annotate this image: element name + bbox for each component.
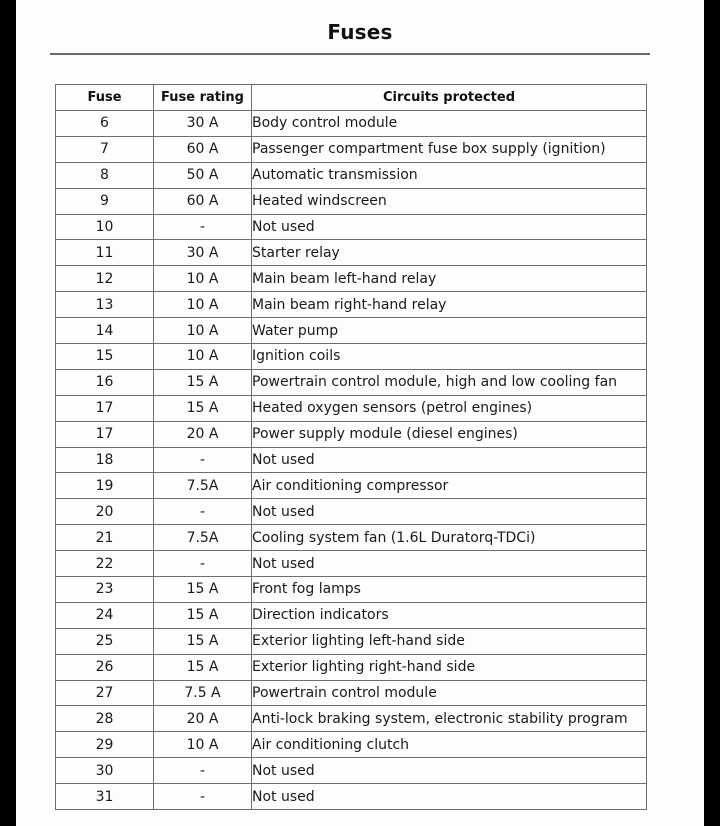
fuse-rating-cell: 10 A	[154, 344, 252, 370]
table-row	[56, 447, 647, 473]
table-row	[56, 240, 647, 266]
fuse-number-cell: 15	[56, 344, 154, 370]
table-row	[56, 628, 647, 654]
fuse-rating-cell: 7.5A	[154, 473, 252, 499]
page-title: Fuses	[327, 20, 393, 44]
table-row	[56, 395, 647, 421]
fuse-number-cell: 19	[56, 473, 154, 499]
table-row	[56, 136, 647, 162]
fuse-rating-cell: 20 A	[154, 421, 252, 447]
fuse-rating-cell: 15 A	[154, 395, 252, 421]
fuse-rating-cell: 15 A	[154, 577, 252, 603]
table-row	[56, 266, 647, 292]
fuse-rating-cell: 15 A	[154, 628, 252, 654]
fuse-number-cell: 10	[56, 214, 154, 240]
header-fuse: Fuse	[56, 85, 154, 111]
circuit-description-cell: Exterior lighting right-hand side	[252, 654, 647, 680]
circuit-description-cell: Air conditioning compressor	[252, 473, 647, 499]
circuit-description-cell: Air conditioning clutch	[252, 732, 647, 758]
circuit-description-cell: Front fog lamps	[252, 577, 647, 603]
table-row	[56, 654, 647, 680]
circuit-description-cell: Passenger compartment fuse box supply (ignition)	[252, 136, 647, 162]
table-header-row	[56, 85, 647, 111]
fuse-rating-cell: -	[154, 758, 252, 784]
table-row	[56, 551, 647, 577]
circuit-description-cell: Heated windscreen	[252, 188, 647, 214]
table-row	[56, 162, 647, 188]
circuit-description-cell: Heated oxygen sensors (petrol engines)	[252, 395, 647, 421]
circuit-description-cell: Not used	[252, 784, 647, 810]
table-row	[56, 732, 647, 758]
fuse-rating-cell: 15 A	[154, 369, 252, 395]
fuse-rating-cell: 60 A	[154, 188, 252, 214]
circuit-description-cell: Ignition coils	[252, 344, 647, 370]
table-row	[56, 318, 647, 344]
fuse-number-cell: 16	[56, 369, 154, 395]
fuse-number-cell: 7	[56, 136, 154, 162]
circuit-description-cell: Water pump	[252, 318, 647, 344]
table-row	[56, 214, 647, 240]
fuse-number-cell: 22	[56, 551, 154, 577]
fuse-number-cell: 31	[56, 784, 154, 810]
fuse-number-cell: 17	[56, 395, 154, 421]
table-row	[56, 706, 647, 732]
table-row	[56, 525, 647, 551]
fuse-number-cell: 14	[56, 318, 154, 344]
fuse-number-cell: 27	[56, 680, 154, 706]
fuse-rating-cell: 20 A	[154, 706, 252, 732]
fuse-rating-cell: 60 A	[154, 136, 252, 162]
fuse-rating-cell: 10 A	[154, 732, 252, 758]
fuse-number-cell: 23	[56, 577, 154, 603]
table-row	[56, 369, 647, 395]
fuse-rating-cell: 7.5A	[154, 525, 252, 551]
fuse-number-cell: 30	[56, 758, 154, 784]
table-body	[56, 111, 647, 810]
circuit-description-cell: Main beam right-hand relay	[252, 292, 647, 318]
fuse-rating-cell: 10 A	[154, 318, 252, 344]
fuse-rating-cell: 30 A	[154, 111, 252, 137]
fuse-number-cell: 20	[56, 499, 154, 525]
fuse-number-cell: 18	[56, 447, 154, 473]
header-fuse-rating: Fuse rating	[154, 85, 252, 111]
fuse-rating-cell: -	[154, 551, 252, 577]
fuse-number-cell: 9	[56, 188, 154, 214]
fuse-rating-cell: 30 A	[154, 240, 252, 266]
table-row	[56, 473, 647, 499]
fuse-number-cell: 11	[56, 240, 154, 266]
circuit-description-cell: Direction indicators	[252, 602, 647, 628]
document-page	[16, 0, 704, 826]
fuse-number-cell: 21	[56, 525, 154, 551]
fuse-number-cell: 6	[56, 111, 154, 137]
circuit-description-cell: Not used	[252, 551, 647, 577]
circuit-description-cell: Not used	[252, 758, 647, 784]
fuse-number-cell: 24	[56, 602, 154, 628]
circuit-description-cell: Powertrain control module, high and low cooling fan	[252, 369, 647, 395]
fuse-rating-cell: -	[154, 784, 252, 810]
fuse-number-cell: 28	[56, 706, 154, 732]
fuse-number-cell: 12	[56, 266, 154, 292]
circuit-description-cell: Power supply module (diesel engines)	[252, 421, 647, 447]
fuse-number-cell: 29	[56, 732, 154, 758]
table-row	[56, 188, 647, 214]
circuit-description-cell: Body control module	[252, 111, 647, 137]
fuse-rating-cell: -	[154, 214, 252, 240]
circuit-description-cell: Not used	[252, 214, 647, 240]
table-row	[56, 602, 647, 628]
table-row	[56, 577, 647, 603]
table-row	[56, 784, 647, 810]
circuit-description-cell: Not used	[252, 499, 647, 525]
table-row	[56, 344, 647, 370]
fuse-number-cell: 17	[56, 421, 154, 447]
table-row	[56, 758, 647, 784]
fuse-rating-cell: 7.5 A	[154, 680, 252, 706]
table-row	[56, 292, 647, 318]
fuse-rating-cell: -	[154, 447, 252, 473]
fuse-number-cell: 8	[56, 162, 154, 188]
fuse-rating-cell: 10 A	[154, 292, 252, 318]
title-divider	[50, 53, 650, 55]
circuit-description-cell: Powertrain control module	[252, 680, 647, 706]
fuse-rating-cell: 15 A	[154, 602, 252, 628]
fuse-table	[55, 84, 647, 810]
circuit-description-cell: Not used	[252, 447, 647, 473]
circuit-description-cell: Automatic transmission	[252, 162, 647, 188]
fuse-number-cell: 25	[56, 628, 154, 654]
fuse-rating-cell: -	[154, 499, 252, 525]
table-row	[56, 421, 647, 447]
table-row	[56, 111, 647, 137]
circuit-description-cell: Starter relay	[252, 240, 647, 266]
circuit-description-cell: Anti-lock braking system, electronic stability program	[252, 706, 647, 732]
fuse-rating-cell: 10 A	[154, 266, 252, 292]
fuse-rating-cell: 50 A	[154, 162, 252, 188]
circuit-description-cell: Cooling system fan (1.6L Duratorq-TDCi)	[252, 525, 647, 551]
fuse-rating-cell: 15 A	[154, 654, 252, 680]
fuse-number-cell: 13	[56, 292, 154, 318]
fuse-number-cell: 26	[56, 654, 154, 680]
header-circuits-protected: Circuits protected	[252, 85, 647, 111]
circuit-description-cell: Main beam left-hand relay	[252, 266, 647, 292]
table-row	[56, 680, 647, 706]
table-row	[56, 499, 647, 525]
circuit-description-cell: Exterior lighting left-hand side	[252, 628, 647, 654]
